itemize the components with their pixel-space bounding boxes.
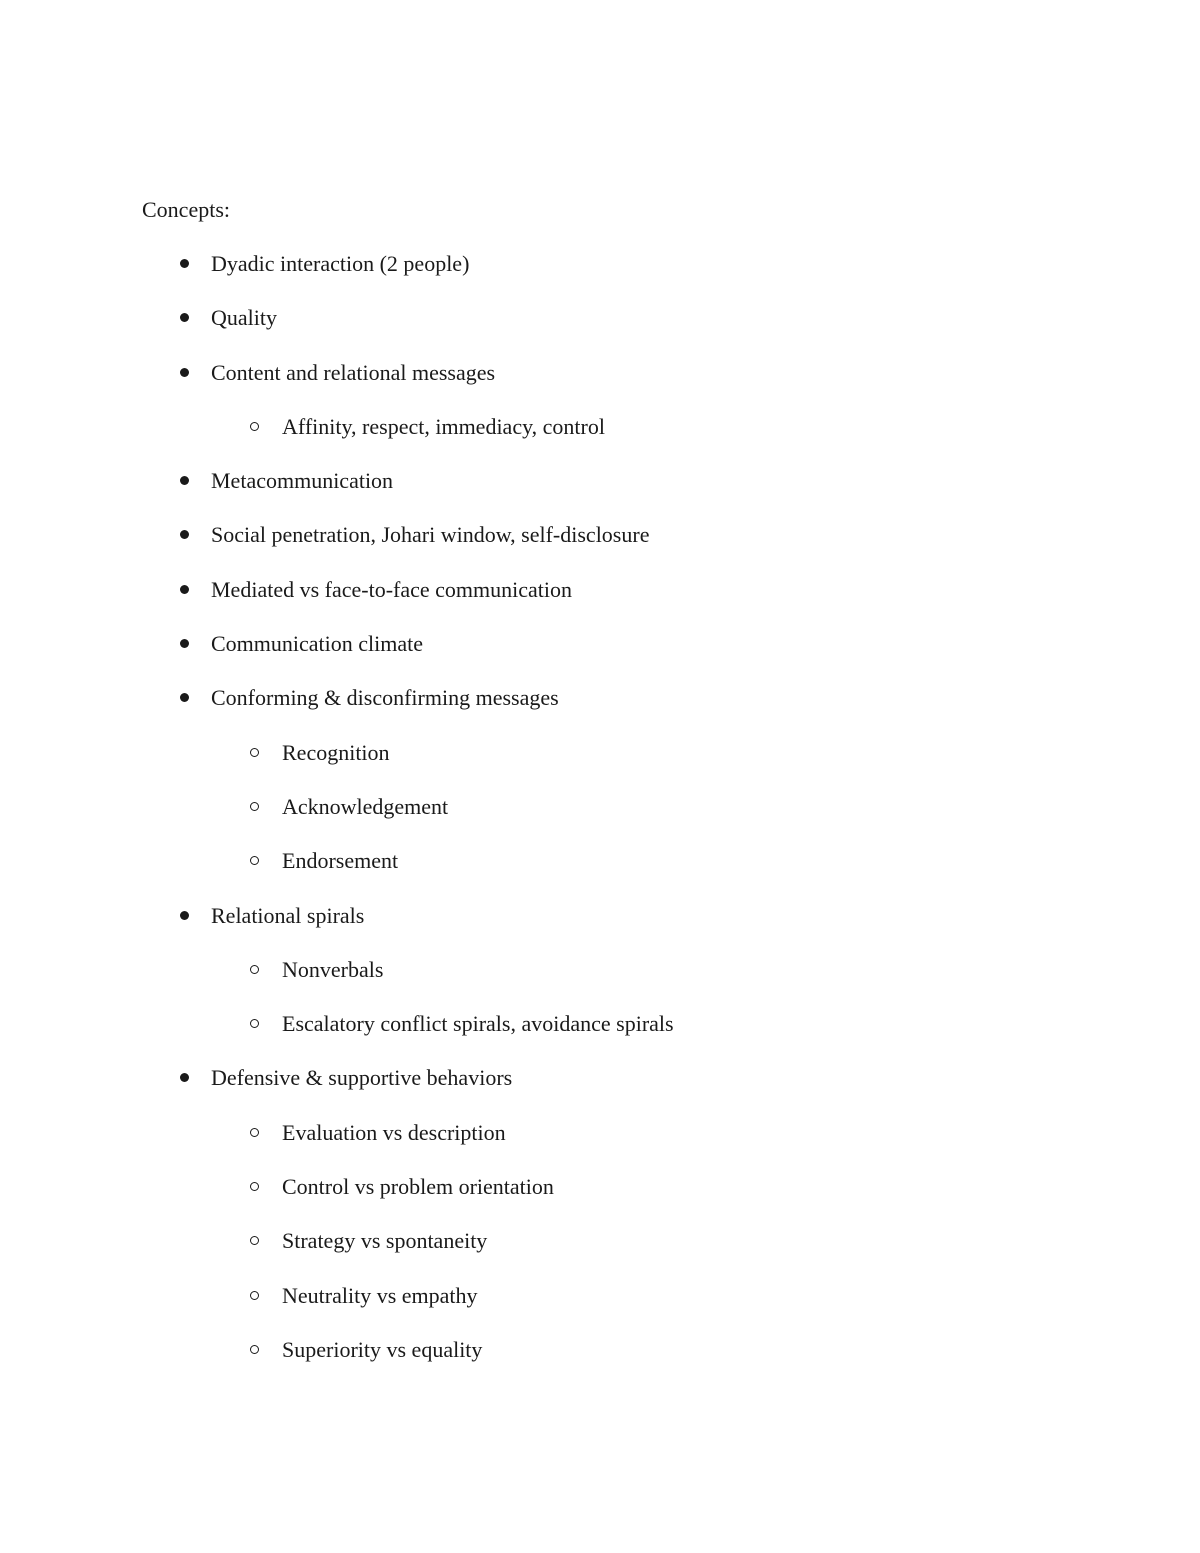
list-item	[0, 576, 1200, 630]
list-item	[0, 521, 1200, 575]
list-item-text: Evaluation vs description	[282, 1119, 506, 1145]
filled-bullet-icon	[180, 1073, 189, 1082]
list-item	[0, 1064, 1200, 1118]
list-item	[0, 304, 1200, 358]
sub-list-item	[0, 1227, 1200, 1281]
list-item-text: Dyadic interaction (2 people)	[211, 251, 470, 276]
list-item-text: Mediated vs face-to-face communication	[211, 576, 573, 602]
list-item	[0, 630, 1200, 684]
list-item-text: Recognition	[282, 739, 390, 765]
list-item	[0, 684, 1200, 738]
list-item	[0, 359, 1200, 413]
hollow-bullet-icon	[250, 1345, 259, 1354]
list-item-text: Superiority vs equality	[282, 1336, 483, 1362]
filled-bullet-icon	[180, 259, 189, 268]
hollow-bullet-icon	[250, 1019, 259, 1028]
sub-list-item	[0, 413, 1200, 467]
filled-bullet-icon	[180, 693, 189, 702]
hollow-bullet-icon	[250, 856, 259, 865]
list-item-text: Nonverbals	[282, 956, 384, 982]
list-item-text: Affinity, respect, immediacy, control	[282, 413, 605, 439]
list-item-text: Endorsement	[282, 848, 399, 874]
sub-list-item	[0, 739, 1200, 793]
hollow-bullet-icon	[250, 748, 259, 757]
filled-bullet-icon	[180, 530, 189, 539]
list-item	[0, 467, 1200, 521]
section-heading: Concepts:	[142, 197, 230, 222]
list-item	[0, 250, 1200, 304]
list-item-text: Social penetration, Johari window, self-disclosure	[211, 522, 650, 548]
list-item-text: Control vs problem orientation	[282, 1174, 554, 1200]
list-item	[0, 902, 1200, 956]
hollow-bullet-icon	[250, 422, 259, 431]
sub-list-item	[0, 1119, 1200, 1173]
filled-bullet-icon	[180, 476, 189, 485]
hollow-bullet-icon	[250, 802, 259, 811]
sub-list-item	[0, 1282, 1200, 1336]
list-item-text: Content and relational messages	[211, 359, 496, 385]
sub-list-item	[0, 847, 1200, 901]
filled-bullet-icon	[180, 585, 189, 594]
hollow-bullet-icon	[250, 1291, 259, 1300]
list-item-text: Quality	[211, 305, 277, 331]
hollow-bullet-icon	[250, 965, 259, 974]
sub-list-item	[0, 1173, 1200, 1227]
hollow-bullet-icon	[250, 1236, 259, 1245]
list-item-text: Relational spirals	[211, 902, 365, 928]
filled-bullet-icon	[180, 368, 189, 377]
list-item-text: Strategy vs spontaneity	[282, 1228, 488, 1254]
filled-bullet-icon	[180, 911, 189, 920]
concept-list	[0, 250, 1200, 1390]
sub-list-item	[0, 1336, 1200, 1390]
hollow-bullet-icon	[250, 1128, 259, 1137]
list-item-text: Defensive & supportive behaviors	[211, 1065, 513, 1091]
sub-list-item	[0, 793, 1200, 847]
list-item-text: Neutrality vs empathy	[282, 1282, 478, 1308]
list-item-text: Escalatory conflict spirals, avoidance spirals	[282, 1011, 674, 1037]
hollow-bullet-icon	[250, 1182, 259, 1191]
filled-bullet-icon	[180, 313, 189, 322]
list-item-text: Communication climate	[211, 631, 424, 657]
list-item-text: Acknowledgement	[282, 793, 449, 819]
list-item-text: Conforming & disconfirming messages	[211, 685, 559, 711]
list-item-text: Metacommunication	[211, 468, 394, 494]
filled-bullet-icon	[180, 639, 189, 648]
sub-list-item	[0, 956, 1200, 1010]
sub-list-item	[0, 1010, 1200, 1064]
